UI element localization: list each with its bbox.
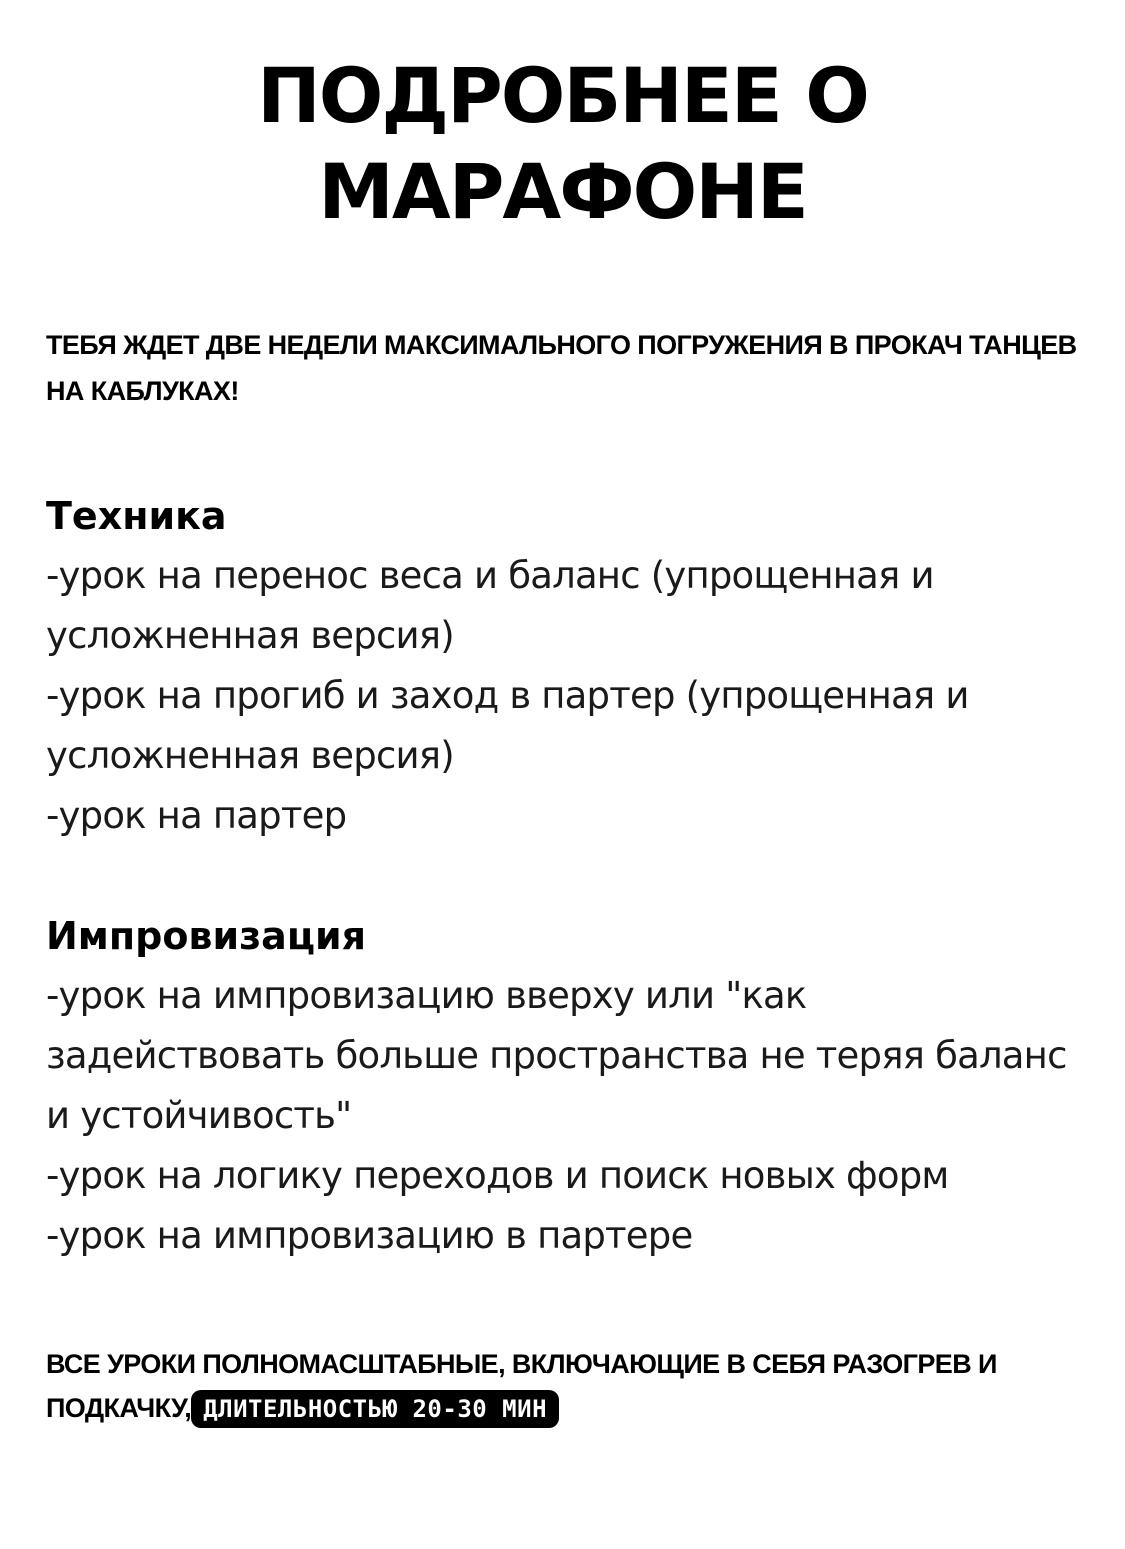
section-heading-technique: Техника [46, 494, 227, 538]
list-item: -урок на импровизацию вверху или "как задействовать больше пространства не теряя баланс и устойчивость" [46, 974, 1067, 1137]
footer-note [46, 1342, 1096, 1430]
list-item: -урок на прогиб и заход в партер (упрощенная и усложненная версия) [46, 674, 969, 777]
duration-highlight-badge: ДЛИТЕЛЬНОСТЬЮ 20-30 МИН [191, 1390, 559, 1428]
improvisation-lesson-list [46, 966, 1086, 1266]
list-item: -урок на перенос веса и баланс (упрощенная и усложненная версия) [46, 554, 934, 657]
section-technique [46, 486, 1086, 846]
technique-lesson-list [46, 546, 1086, 846]
list-item: -урок на партер [46, 794, 347, 837]
page-title [0, 48, 1125, 240]
footer-note-text: ВСЕ УРОКИ ПОЛНОМАСШТАБНЫЕ, ВКЛЮЧАЮЩИЕ В СЕБЯ РАЗОГРЕВ И ПОДКАЧКУ, [46, 1349, 997, 1423]
page-title-line-1: ПОДРОБНЕЕ О [257, 51, 868, 140]
list-item: -урок на импровизацию в партере [46, 1214, 693, 1257]
list-item: -урок на логику переходов и поиск новых форм [46, 1154, 949, 1197]
intro-text: ТЕБЯ ЖДЕТ ДВЕ НЕДЕЛИ МАКСИМАЛЬНОГО ПОГРУЖЕНИЯ В ПРОКАЧ ТАНЦЕВ НА КАБЛУКАХ! [46, 330, 1077, 406]
section-heading-improvisation: Импровизация [46, 914, 367, 958]
section-improvisation [46, 906, 1086, 1266]
page-title-line-2: МАРАФОНЕ [318, 147, 807, 236]
